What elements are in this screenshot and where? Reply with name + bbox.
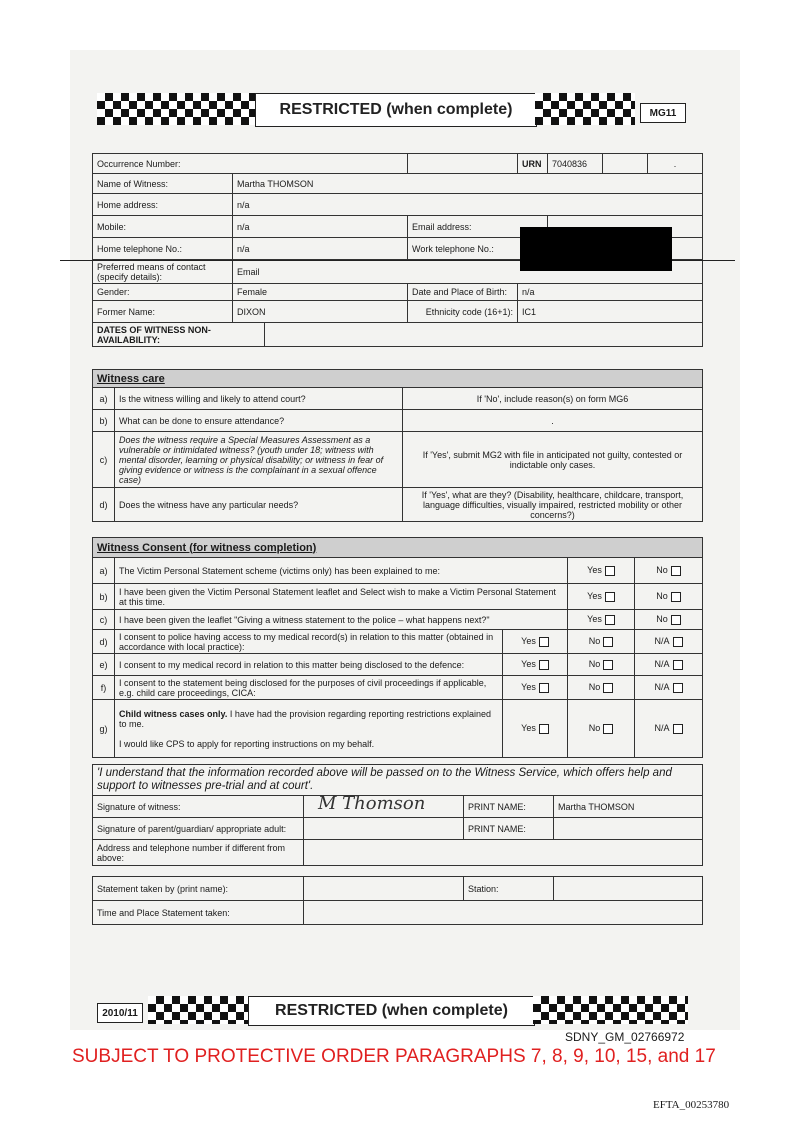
home-tel-label: Home telephone No.:	[93, 238, 233, 260]
yes-label: Yes	[587, 591, 602, 602]
consent-e-no[interactable]	[568, 654, 635, 676]
address-label: Address and telephone number if different from above:	[93, 840, 304, 866]
declaration-text: 'I understand that the information recorded above will be passed on to the Witness Service, which offers help and support to witnesses pre-trial and at court'.	[93, 765, 703, 796]
handwritten-signature: M Thomson	[318, 793, 426, 814]
email-label: Email address:	[408, 216, 548, 238]
consent-a-no[interactable]	[635, 558, 703, 584]
print-name-label: PRINT NAME:	[464, 796, 554, 818]
yes-label: Yes	[521, 723, 536, 734]
consent-letter-a: a)	[93, 558, 115, 584]
station-field[interactable]	[554, 877, 703, 901]
consent-b-no[interactable]	[635, 584, 703, 610]
no-label: No	[588, 682, 601, 693]
care-question-b: What can be done to ensure attendance?	[115, 410, 403, 432]
urn-dot: .	[648, 154, 703, 174]
care-letter-d: d)	[93, 488, 115, 522]
care-letter-b: b)	[93, 410, 115, 432]
checkbox[interactable]	[673, 660, 683, 670]
dates-non-availability-value	[265, 323, 703, 347]
yes-label: Yes	[521, 659, 536, 670]
parent-signature-label: Signature of parent/guardian/ appropriate adult:	[93, 818, 304, 840]
consent-letter-c: c)	[93, 610, 115, 630]
consent-d-na[interactable]	[635, 630, 703, 654]
address-field[interactable]	[304, 840, 703, 866]
home-address-label: Home address:	[93, 194, 233, 216]
consent-letter-b: b)	[93, 584, 115, 610]
checkbox[interactable]	[671, 566, 681, 576]
consent-c-no[interactable]	[635, 610, 703, 630]
consent-text-g	[115, 700, 503, 758]
consent-d-no[interactable]	[568, 630, 635, 654]
care-answer-d: If 'Yes', what are they? (Disability, healthcare, childcare, transport, language difficulties, visually impaired, restricted mobility or other concerns?)	[403, 488, 703, 522]
ethnicity-value: IC1	[518, 301, 703, 323]
checkbox[interactable]	[605, 592, 615, 602]
consent-f-na[interactable]	[635, 676, 703, 700]
witness-consent-title: Witness Consent (for witness completion)	[93, 538, 703, 558]
checkbox[interactable]	[605, 615, 615, 625]
child-witness-heading: Child witness cases only.	[119, 708, 228, 719]
na-label: N/A	[654, 659, 670, 670]
yes-label: Yes	[521, 682, 536, 693]
care-answer-a: If 'No', include reason(s) on form MG6	[403, 388, 703, 410]
consent-text-f: I consent to the statement being disclosed for the purposes of civil proceedings if applicable, e.g. child care proceedings, CICA:	[115, 676, 503, 700]
checkbox[interactable]	[605, 566, 615, 576]
care-answer-c: If 'Yes', submit MG2 with file in anticipated not guilty, contested or indictable only cases.	[403, 432, 703, 488]
home-tel-value: n/a	[233, 238, 408, 260]
consent-g-na[interactable]	[635, 700, 703, 758]
parent-print-label: PRINT NAME:	[464, 818, 554, 840]
witness-care-title: Witness care	[93, 370, 703, 388]
care-question-c: Does the witness require a Special Measures Assessment as a vulnerable or intimidated witness? (youth under 18; witness with mental disorder, learning or physical disability; or witness in fear of giving evidence or witness is the complainant in a sexual offence case)	[115, 432, 403, 488]
consent-text-a: The Victim Personal Statement scheme (victims only) has been explained to me:	[115, 558, 568, 584]
witness-care-table	[92, 369, 703, 522]
name-value: Martha THOMSON	[233, 174, 703, 194]
parent-print-value[interactable]	[554, 818, 703, 840]
checkbox[interactable]	[673, 724, 683, 734]
gender-label: Gender:	[93, 284, 233, 301]
home-address-value: n/a	[233, 194, 703, 216]
work-tel-label: Work telephone No.:	[408, 238, 548, 260]
checkbox[interactable]	[603, 637, 613, 647]
dob-label: Date and Place of Birth:	[408, 284, 518, 301]
redaction-block	[520, 227, 672, 271]
taken-by-field[interactable]	[304, 877, 464, 901]
ethnicity-label: Ethnicity code (16+1):	[408, 301, 518, 323]
consent-b-yes[interactable]	[568, 584, 635, 610]
signature-label: Signature of witness:	[93, 796, 304, 818]
checkbox[interactable]	[603, 683, 613, 693]
preferred-label: Preferred means of contact (specify details):	[93, 260, 233, 284]
no-label: No	[588, 723, 601, 734]
care-question-a: Is the witness willing and likely to attend court?	[115, 388, 403, 410]
na-label: N/A	[654, 723, 670, 734]
no-label: No	[588, 659, 601, 670]
consent-e-yes[interactable]	[503, 654, 568, 676]
checkbox[interactable]	[671, 592, 681, 602]
consent-text-b: I have been given the Victim Personal Statement leaflet and Select wish to make a Victim Personal Statement at this time.	[115, 584, 568, 610]
statement-taken-table	[92, 876, 703, 925]
urn-value: 7040836	[548, 154, 603, 174]
mobile-label: Mobile:	[93, 216, 233, 238]
station-label: Station:	[464, 877, 554, 901]
consent-letter-e: e)	[93, 654, 115, 676]
protective-order-stamp: SUBJECT TO PROTECTIVE ORDER PARAGRAPHS 7, 8, 9, 10, 15, and 17	[72, 1046, 716, 1067]
child-witness-request: I would like CPS to apply for reporting instructions on my behalf.	[119, 738, 375, 749]
efta-number: EFTA_00253780	[653, 1099, 730, 1111]
care-letter-c: c)	[93, 432, 115, 488]
child-witness-text: I have had the provision regarding reporting restrictions explained to me.	[119, 708, 492, 729]
time-place-field[interactable]	[304, 901, 703, 925]
checkbox[interactable]	[539, 683, 549, 693]
consent-g-no[interactable]	[568, 700, 635, 758]
dates-non-availability-label: DATES OF WITNESS NON-AVAILABILITY:	[93, 323, 265, 347]
preferred-value: Email	[233, 260, 703, 284]
consent-text-c: I have been given the leaflet "Giving a witness statement to the police – what happens next?"	[115, 610, 568, 630]
consent-f-yes[interactable]	[503, 676, 568, 700]
no-label: No	[656, 591, 668, 602]
checkbox[interactable]	[539, 637, 549, 647]
urn-extra	[603, 154, 648, 174]
former-name-label: Former Name:	[93, 301, 233, 323]
name-label: Name of Witness:	[93, 174, 233, 194]
yes-label: Yes	[587, 614, 602, 625]
restricted-banner: RESTRICTED (when complete)	[255, 93, 537, 127]
checker-pattern-left	[97, 93, 257, 125]
time-place-label: Time and Place Statement taken:	[93, 901, 304, 925]
care-letter-a: a)	[93, 388, 115, 410]
consent-letter-g: g)	[93, 700, 115, 758]
no-label: No	[656, 614, 668, 625]
consent-e-na[interactable]	[635, 654, 703, 676]
consent-f-no[interactable]	[568, 676, 635, 700]
footer-restricted-banner: RESTRICTED (when complete)	[248, 996, 535, 1026]
consent-d-yes[interactable]	[503, 630, 568, 654]
checkbox[interactable]	[671, 615, 681, 625]
witness-consent-table	[92, 537, 703, 758]
consent-letter-f: f)	[93, 676, 115, 700]
checkbox[interactable]	[603, 724, 613, 734]
gender-value: Female	[233, 284, 408, 301]
occurrence-value	[408, 154, 518, 174]
checkbox[interactable]	[673, 683, 683, 693]
signature-table	[92, 764, 703, 866]
consent-c-yes[interactable]	[568, 610, 635, 630]
checkbox[interactable]	[539, 660, 549, 670]
form-code: MG11	[640, 103, 686, 123]
consent-a-yes[interactable]	[568, 558, 635, 584]
bates-number: SDNY_GM_02766972	[565, 1030, 685, 1044]
care-question-d: Does the witness have any particular needs?	[115, 488, 403, 522]
parent-signature-field[interactable]	[304, 818, 464, 840]
footer-year: 2010/11	[97, 1003, 143, 1023]
consent-letter-d: d)	[93, 630, 115, 654]
consent-text-e: I consent to my medical record in relation to this matter being disclosed to the defence:	[115, 654, 503, 676]
checkbox[interactable]	[603, 660, 613, 670]
urn-label: URN	[518, 154, 548, 174]
taken-by-label: Statement taken by (print name):	[93, 877, 304, 901]
yes-label: Yes	[521, 636, 536, 647]
footer-checker-left	[148, 996, 248, 1024]
checker-pattern-right	[535, 93, 635, 125]
former-name-value: DIXON	[233, 301, 408, 323]
print-name-value: Martha THOMSON	[554, 796, 703, 818]
consent-g-yes[interactable]	[503, 700, 568, 758]
no-label: No	[588, 636, 601, 647]
na-label: N/A	[654, 636, 670, 647]
occurrence-label: Occurrence Number:	[93, 154, 408, 174]
yes-label: Yes	[587, 565, 602, 576]
footer-checker-right	[533, 996, 688, 1024]
consent-text-d: I consent to police having access to my medical record(s) in relation to this matter (obtained in accordance with local practice):	[115, 630, 503, 654]
care-answer-b: .	[403, 410, 703, 432]
dob-value: n/a	[518, 284, 703, 301]
na-label: N/A	[654, 682, 670, 693]
checkbox[interactable]	[539, 724, 549, 734]
mobile-value: n/a	[233, 216, 408, 238]
no-label: No	[656, 565, 668, 576]
checkbox[interactable]	[673, 637, 683, 647]
